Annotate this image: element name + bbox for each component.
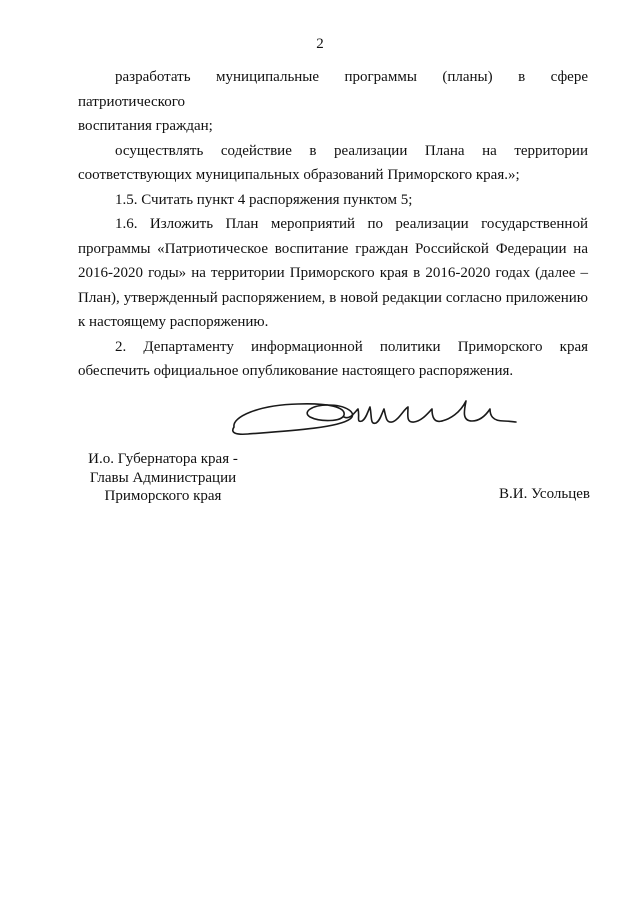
signer-name: В.И. Усольцев <box>499 486 590 502</box>
page-number: 2 <box>316 36 324 52</box>
paragraph-item-1-6 <box>78 212 588 335</box>
text-line: к настоящему распоряжению. <box>78 314 269 330</box>
text-line: программы «Патриотическое воспитание граждан Российской Федерации на <box>78 240 588 257</box>
signer-title <box>78 450 248 506</box>
text-line: 1.5. Считать пункт 4 распоряжения пунктом 5; <box>115 191 413 208</box>
signer-title-line: Приморского края <box>104 488 222 504</box>
paragraph-item-1-5 <box>78 188 588 213</box>
signer-title-line: И.о. Губернатора края - <box>88 451 238 467</box>
paragraph-item-2 <box>78 335 588 384</box>
paragraph-assistance <box>78 139 588 188</box>
document-body <box>78 65 588 384</box>
text-line: План), утвержденный распоряжением, в новой редакции согласно приложению <box>78 289 588 306</box>
text-line: 1.6. Изложить План мероприятий по реализации государственной <box>115 216 588 232</box>
text-line: разработать муниципальные программы (планы) в сфере патриотического <box>78 69 588 110</box>
text-line: воспитания граждан; <box>78 118 213 134</box>
signer-title-line: Главы Администрации <box>89 469 237 486</box>
handwritten-signature <box>228 395 518 445</box>
text-line: осуществлять содействие в реализации Плана на территории <box>115 142 588 159</box>
text-line: соответствующих муниципальных образований Приморского края.»; <box>78 167 520 183</box>
text-line: 2016-2020 годы» на территории Приморского края в 2016-2020 годах (далее – <box>78 265 588 281</box>
text-line: обеспечить официальное опубликование настоящего распоряжения. <box>78 363 514 379</box>
text-line: 2. Департаменту информационной политики Приморского края <box>115 338 588 355</box>
paragraph-municipal-programs <box>78 65 588 139</box>
